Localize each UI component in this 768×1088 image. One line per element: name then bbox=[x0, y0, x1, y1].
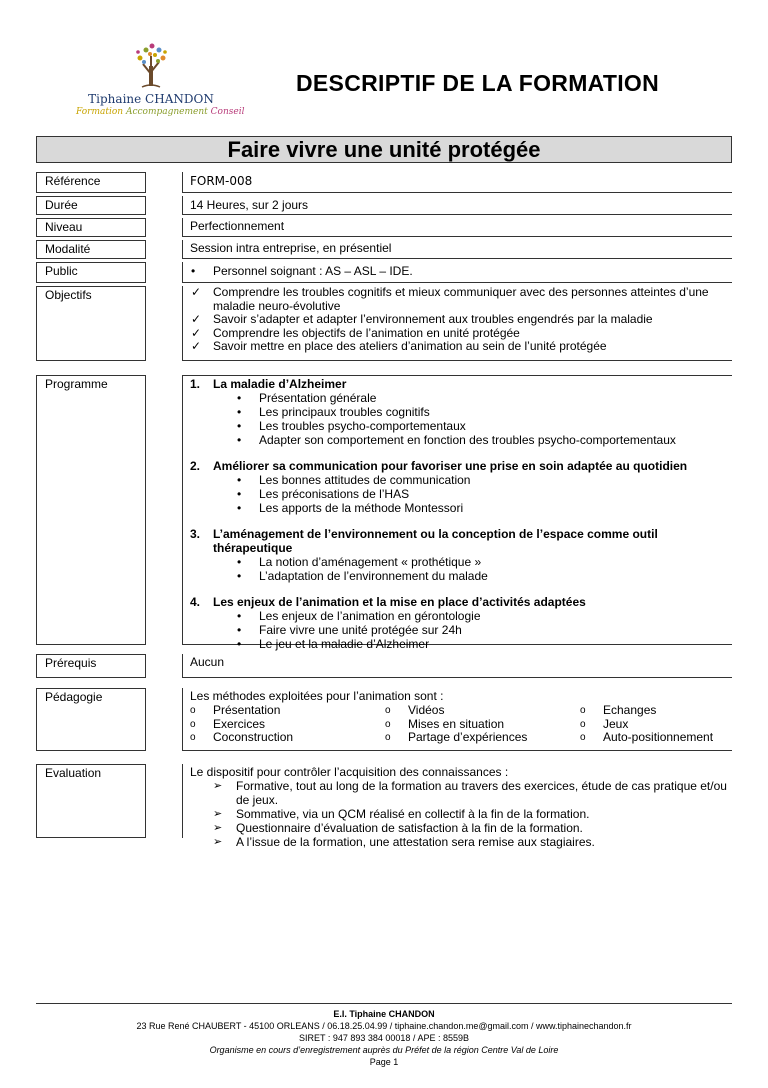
list-item: o Echanges bbox=[580, 703, 657, 717]
bullet-icon: • bbox=[237, 637, 242, 651]
programme-module-2: 2. Améliorer sa communication pour favoriser une prise en soin adaptée au quotidien • Les bonnes attitudes de communication • Les préconisations de l’HAS • Les apports de la méthode Montessori bbox=[190, 459, 732, 515]
bullet-icon: • bbox=[237, 623, 242, 637]
footer-divider bbox=[36, 1003, 732, 1004]
tree-logo-icon bbox=[128, 38, 174, 90]
circle-bullet-icon: o bbox=[385, 718, 391, 730]
list-item: o Jeux bbox=[580, 716, 629, 731]
checkmark-icon: ✓ bbox=[191, 325, 202, 340]
module-title: Améliorer sa communication pour favoriser une prise en soin adaptée au quotidien bbox=[213, 459, 688, 473]
pedagogie-intro: Les méthodes exploitées pour l’animation sont : bbox=[190, 689, 444, 703]
row-reference bbox=[36, 172, 732, 193]
bullet-icon: • bbox=[237, 419, 242, 433]
objectifs-label: Objectifs bbox=[36, 286, 146, 361]
checkmark-icon: ✓ bbox=[191, 312, 202, 326]
list-item: o Exercices bbox=[190, 716, 266, 731]
row-duree bbox=[36, 196, 732, 215]
public-label: Public bbox=[36, 262, 146, 283]
list-item: ✓ Savoir s’adapter et adapter l’environnement aux troubles engendrés par la maladie bbox=[191, 312, 653, 326]
list-item: ➢ A l’issue de la formation, une attestation sera remise aux stagiaires. bbox=[213, 835, 595, 849]
programme-module-4: 4. Les enjeux de l’animation et la mise en place d’activités adaptées • Les enjeux de l’animation en gérontologie • Faire vivre une unité protégée sur 24h • Le jeu et la maladie d’Alzheimer bbox=[190, 595, 732, 651]
objectifs-content bbox=[182, 286, 732, 361]
row-prerequis bbox=[36, 654, 732, 678]
reference-label: Référence bbox=[36, 172, 146, 193]
list-item: • L’adaptation de l’environnement du malade bbox=[237, 569, 488, 583]
bullet-icon: • bbox=[237, 609, 242, 623]
circle-bullet-icon: o bbox=[385, 705, 391, 716]
modalite-value: Session intra entreprise, en présentiel bbox=[182, 240, 732, 259]
pedagogie-content bbox=[182, 688, 732, 751]
circle-bullet-icon: o bbox=[190, 718, 196, 730]
list-item: o Présentation bbox=[190, 703, 281, 717]
programme-module-3: 3. L’aménagement de l’environnement ou la conception de l’espace comme outil thérapeutique • La notion d’aménagement « prothétique » • L’adaptation de l’environnement du malade bbox=[190, 527, 732, 583]
circle-bullet-icon: o bbox=[580, 732, 586, 743]
list-item: • Les apports de la méthode Montessori bbox=[237, 501, 464, 515]
reference-value: FORM-008 bbox=[182, 172, 732, 193]
bullet-icon: • bbox=[237, 405, 242, 419]
list-item: • Les troubles psycho-comportementaux bbox=[237, 419, 466, 433]
list-item: o Vidéos bbox=[385, 703, 445, 717]
list-item: o Mises en situation bbox=[385, 716, 505, 731]
logo bbox=[76, 38, 245, 124]
footer-siret: SIRET : 947 893 384 00018 / APE : 8559B bbox=[299, 1033, 469, 1043]
list-item: • Le jeu et la maladie d’Alzheimer bbox=[237, 637, 430, 651]
row-evaluation bbox=[36, 764, 732, 849]
list-item: • Personnel soignant : AS – ASL – IDE. bbox=[191, 264, 413, 278]
logo-tagline: Formation Accompagnement Conseil bbox=[76, 107, 245, 117]
list-item: ➢ Questionnaire d’évaluation de satisfaction à la fin de la formation. bbox=[213, 821, 583, 835]
arrow-bullet-icon: ➢ bbox=[213, 808, 223, 820]
programme-label: Programme bbox=[36, 375, 146, 645]
circle-bullet-icon: o bbox=[190, 732, 196, 743]
circle-bullet-icon: o bbox=[190, 705, 196, 716]
list-item: • Faire vivre une unité protégée sur 24h bbox=[237, 623, 462, 637]
bullet-icon: • bbox=[237, 569, 242, 583]
bullet-icon: • bbox=[237, 433, 242, 447]
niveau-label: Niveau bbox=[36, 218, 146, 237]
evaluation-content bbox=[182, 764, 732, 849]
bullet-icon: • bbox=[191, 264, 196, 278]
list-item: ➢ Sommative, via un QCM réalisé en collectif à la fin de la formation. bbox=[213, 807, 590, 821]
module-title: L’aménagement de l’environnement ou la conception de l’espace comme outil thérapeutique bbox=[213, 527, 658, 555]
document-title: DESCRIPTIF DE LA FORMATION bbox=[296, 70, 660, 96]
arrow-bullet-icon: ➢ bbox=[213, 780, 223, 792]
bullet-icon: • bbox=[237, 391, 242, 405]
programme-content bbox=[182, 375, 732, 651]
formation-title: Faire vivre une unité protégée bbox=[36, 136, 732, 163]
list-item: • Adapter son comportement en fonction des troubles psycho-comportementaux bbox=[237, 433, 676, 447]
bullet-icon: • bbox=[237, 473, 242, 487]
list-item: ✓ Comprendre les objectifs de l’animation en unité protégée bbox=[191, 325, 520, 340]
modalite-label: Modalité bbox=[36, 240, 146, 259]
list-item: • Les bonnes attitudes de communication bbox=[237, 473, 471, 487]
circle-bullet-icon: o bbox=[580, 705, 586, 716]
programme-module-1: 1. La maladie d’Alzheimer • Présentation générale • Les principaux troubles cognitifs • Les troubles psycho-comportementaux • Adapter son comportement en fonction des troubles psycho-comportementaux bbox=[190, 377, 732, 447]
bullet-icon: • bbox=[237, 555, 242, 569]
niveau-value: Perfectionnement bbox=[182, 218, 732, 237]
pedagogie-label: Pédagogie bbox=[36, 688, 146, 751]
list-item: o Auto-positionnement bbox=[580, 730, 714, 744]
prerequis-label: Prérequis bbox=[36, 654, 146, 678]
footer-address: 23 Rue René CHAUBERT - 45100 ORLEANS / 06.18.25.04.99 / tiphaine.chandon.me@gmail.com / www.tiphainechandon.fr bbox=[136, 1021, 632, 1031]
evaluation-intro: Le dispositif pour contrôler l’acquisition des connaissances : bbox=[190, 765, 509, 779]
list-item: o Coconstruction bbox=[190, 730, 294, 744]
list-item: • Les enjeux de l’animation en gérontologie bbox=[237, 609, 481, 623]
list-item: o Partage d’expériences bbox=[385, 730, 528, 744]
arrow-bullet-icon: ➢ bbox=[213, 836, 223, 848]
list-item: • Les préconisations de l’HAS bbox=[237, 487, 410, 501]
list-item: ➢ Formative, tout au long de la formation au travers des exercices, étude de cas pratique et/ou de jeux. bbox=[213, 779, 727, 807]
row-pedagogie bbox=[36, 688, 732, 751]
row-objectifs bbox=[36, 286, 732, 361]
list-item: ✓ Comprendre les troubles cognitifs et mieux communiquer avec des personnes atteintes d’une maladie neuro-évolutive bbox=[191, 285, 709, 313]
list-item: • Les principaux troubles cognitifs bbox=[237, 405, 430, 419]
list-item: • Présentation générale bbox=[237, 391, 377, 405]
bullet-icon: • bbox=[237, 487, 242, 501]
evaluation-label: Evaluation bbox=[36, 764, 146, 838]
row-niveau bbox=[36, 218, 732, 237]
row-public bbox=[36, 262, 732, 283]
footer bbox=[36, 1008, 732, 1068]
prerequis-value: Aucun bbox=[182, 654, 732, 678]
list-item: ✓ Savoir mettre en place des ateliers d’animation au sein de l’unité protégée bbox=[191, 339, 607, 353]
bullet-icon: • bbox=[237, 501, 242, 515]
duree-label: Durée bbox=[36, 196, 146, 215]
circle-bullet-icon: o bbox=[580, 718, 586, 730]
module-title: La maladie d’Alzheimer bbox=[213, 377, 347, 391]
list-item: • La notion d’aménagement « prothétique » bbox=[237, 555, 482, 569]
row-modalite bbox=[36, 240, 732, 259]
row-programme bbox=[36, 375, 732, 651]
checkmark-icon: ✓ bbox=[191, 285, 202, 299]
arrow-bullet-icon: ➢ bbox=[213, 822, 223, 834]
duree-value: 14 Heures, sur 2 jours bbox=[182, 196, 732, 215]
circle-bullet-icon: o bbox=[385, 732, 391, 743]
logo-name: Tiphaine CHANDON bbox=[88, 92, 214, 106]
module-title: Les enjeux de l’animation et la mise en place d’activités adaptées bbox=[213, 595, 586, 609]
footer-registration: Organisme en cours d’enregistrement auprès du Préfet de la région Centre Val de Loire bbox=[209, 1045, 559, 1055]
public-content bbox=[182, 262, 732, 283]
footer-page-number: Page 1 bbox=[369, 1057, 399, 1067]
footer-company: E.I. Tiphaine CHANDON bbox=[333, 1009, 435, 1019]
checkmark-icon: ✓ bbox=[191, 339, 202, 353]
